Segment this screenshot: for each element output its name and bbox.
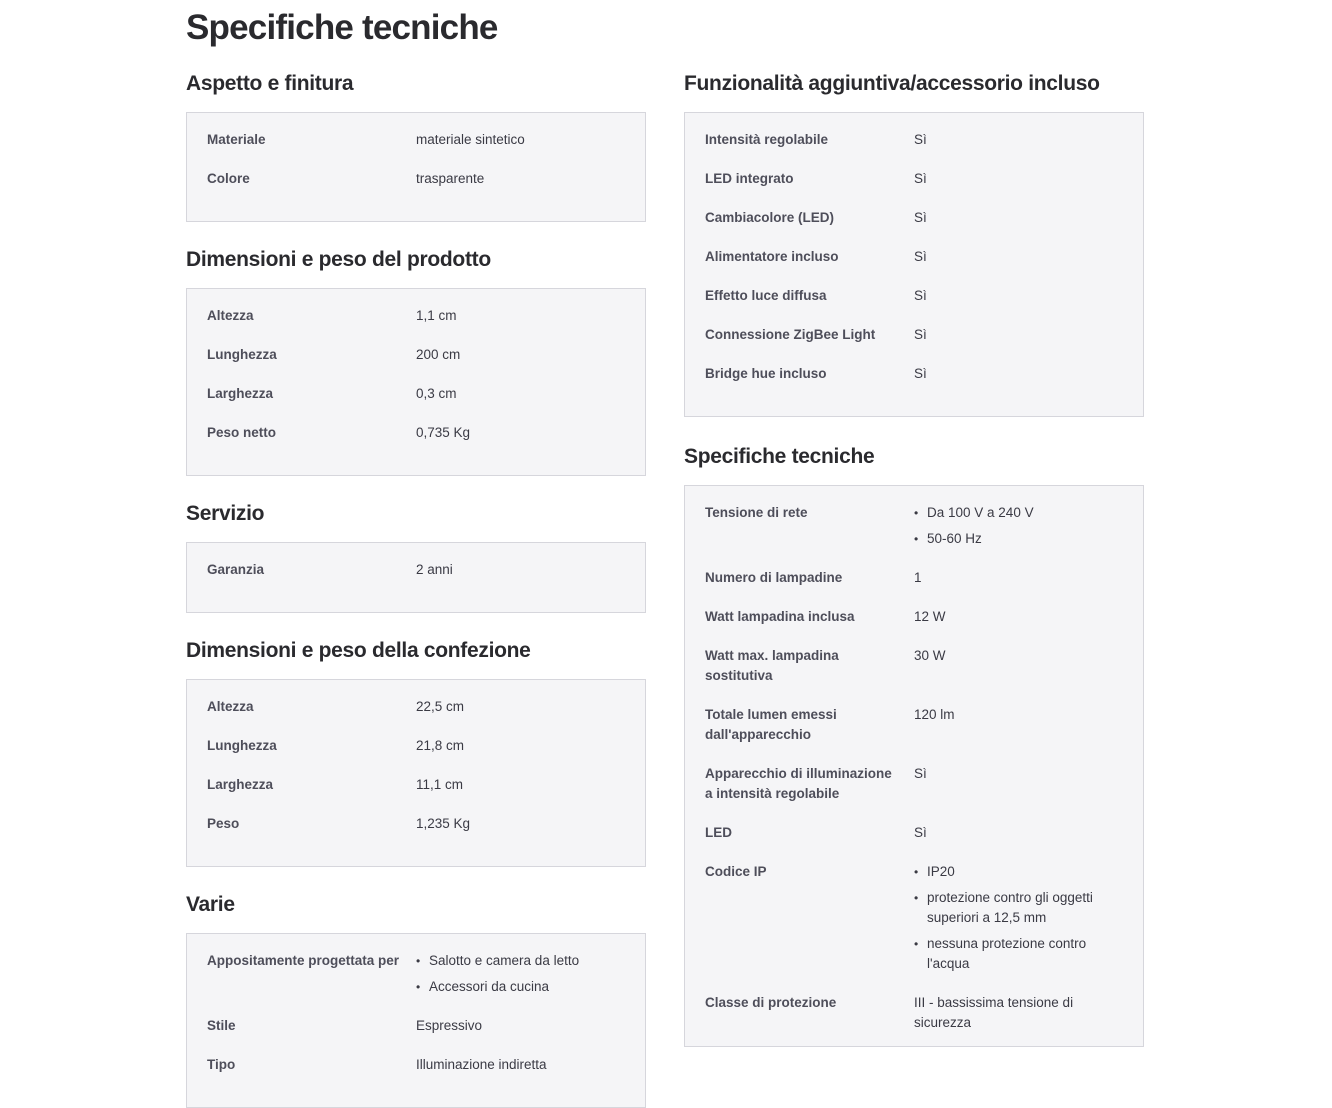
spec-value: Sì xyxy=(914,288,927,303)
spec-value: 22,5 cm xyxy=(416,699,465,714)
spec-value: trasparente xyxy=(416,171,485,186)
section-specifiche xyxy=(684,443,1144,1047)
spec-row xyxy=(207,775,625,814)
value-list xyxy=(914,862,1123,974)
spec-label: LED xyxy=(705,825,732,840)
spec-label: Classe di protezione xyxy=(705,995,837,1010)
spec-row xyxy=(207,697,625,736)
spec-label: Appositamente progettata per xyxy=(207,953,400,968)
spec-row xyxy=(207,345,625,384)
spec-value: Sì xyxy=(914,132,927,147)
spec-value: 0,735 Kg xyxy=(416,425,471,440)
spec-label: Lunghezza xyxy=(207,347,277,362)
spec-table xyxy=(186,542,646,613)
spec-table xyxy=(684,112,1144,417)
spec-row xyxy=(705,705,1123,764)
section-title: Dimensioni e peso della confezione xyxy=(186,639,531,662)
spec-table xyxy=(684,485,1144,1047)
spec-value: 1,235 Kg xyxy=(416,816,471,831)
spec-table xyxy=(186,288,646,476)
spec-label: Garanzia xyxy=(207,562,265,577)
spec-row xyxy=(705,646,1123,705)
spec-label: Bridge hue incluso xyxy=(705,366,827,381)
spec-label: Numero di lampadine xyxy=(705,570,843,585)
spec-row xyxy=(207,814,625,853)
spec-value: 12 W xyxy=(914,609,946,624)
spec-label: Effetto luce diffusa xyxy=(705,288,827,303)
list-item: • Accessori da cucina xyxy=(416,977,625,997)
section-title: Servizio xyxy=(186,502,265,525)
spec-row xyxy=(207,951,625,1016)
spec-row xyxy=(207,560,625,599)
spec-table xyxy=(186,679,646,867)
spec-value: Sì xyxy=(914,327,927,342)
spec-row xyxy=(705,764,1123,823)
spec-row xyxy=(705,503,1123,568)
spec-value: 11,1 cm xyxy=(416,777,464,792)
spec-value: Sì xyxy=(914,249,927,264)
spec-value xyxy=(416,951,625,997)
spec-row xyxy=(705,993,1123,1033)
spec-label: Stile xyxy=(207,1018,236,1033)
spec-row xyxy=(207,306,625,345)
spec-row xyxy=(207,736,625,775)
spec-value: Illuminazione indiretta xyxy=(416,1057,547,1072)
spec-label: Altezza xyxy=(207,699,254,714)
spec-value: 21,8 cm xyxy=(416,738,465,753)
spec-label: Watt max. lampadina sostitutiva xyxy=(705,648,839,683)
spec-label: Lunghezza xyxy=(207,738,277,753)
spec-label: Larghezza xyxy=(207,386,274,401)
spec-table xyxy=(186,933,646,1108)
spec-value: 30 W xyxy=(914,648,946,663)
spec-row xyxy=(705,130,1123,169)
spec-label: Peso netto xyxy=(207,425,277,440)
section-dimensioni-confezione xyxy=(186,637,646,867)
spec-label: LED integrato xyxy=(705,171,794,186)
spec-value: 2 anni xyxy=(416,562,453,577)
left-column xyxy=(186,70,646,1108)
spec-value: Sì xyxy=(914,825,927,840)
spec-value: Sì xyxy=(914,171,927,186)
list-item: • 50-60 Hz xyxy=(914,529,1123,549)
spec-value: 0,3 cm xyxy=(416,386,457,401)
spec-label: Cambiacolore (LED) xyxy=(705,210,835,225)
section-aspetto xyxy=(186,70,646,222)
spec-value: III - bassissima tensione di sicurezza xyxy=(914,995,1074,1030)
spec-row xyxy=(705,286,1123,325)
list-item: • IP20 xyxy=(914,862,1123,882)
section-title: Specifiche tecniche xyxy=(684,445,875,468)
spec-row xyxy=(705,862,1123,993)
list-item: • protezione contro gli oggetti superiori a 12,5 mm xyxy=(914,888,1123,928)
page-title: Specifiche tecniche xyxy=(186,8,498,47)
spec-value: 200 cm xyxy=(416,347,461,362)
spec-label: Apparecchio di illuminazione a intensità regolabile xyxy=(705,766,892,801)
spec-table xyxy=(186,112,646,222)
spec-label: Tipo xyxy=(207,1057,236,1072)
spec-row xyxy=(705,364,1123,403)
section-title: Dimensioni e peso del prodotto xyxy=(186,248,491,271)
value-list xyxy=(914,503,1123,549)
spec-label: Altezza xyxy=(207,308,254,323)
section-servizio xyxy=(186,500,646,613)
spec-value: Espressivo xyxy=(416,1018,483,1033)
spec-row xyxy=(705,169,1123,208)
section-varie xyxy=(186,891,646,1108)
spec-value xyxy=(914,862,1123,974)
spec-value: 1 xyxy=(914,570,922,585)
list-item: • nessuna protezione contro l'acqua xyxy=(914,934,1123,974)
spec-row xyxy=(705,325,1123,364)
spec-label: Colore xyxy=(207,171,250,186)
section-funzionalita xyxy=(684,70,1144,417)
spec-label: Watt lampadina inclusa xyxy=(705,609,855,624)
section-title: Varie xyxy=(186,893,235,916)
spec-label: Larghezza xyxy=(207,777,274,792)
spec-row xyxy=(207,169,625,208)
section-title: Aspetto e finitura xyxy=(186,72,354,95)
spec-value: materiale sintetico xyxy=(416,132,525,147)
spec-row xyxy=(207,423,625,462)
spec-row xyxy=(705,607,1123,646)
section-dimensioni-prodotto xyxy=(186,246,646,476)
list-item: • Da 100 V a 240 V xyxy=(914,503,1123,523)
spec-label: Codice IP xyxy=(705,864,767,879)
spec-label: Materiale xyxy=(207,132,266,147)
spec-label: Peso xyxy=(207,816,240,831)
right-column xyxy=(684,70,1144,1047)
spec-value: 1,1 cm xyxy=(416,308,457,323)
spec-row xyxy=(207,1016,625,1055)
spec-label: Totale lumen emessi dall'apparecchio xyxy=(705,707,837,742)
spec-row xyxy=(705,568,1123,607)
spec-row xyxy=(705,823,1123,862)
spec-value: 120 lm xyxy=(914,707,955,722)
spec-row xyxy=(207,384,625,423)
section-title: Funzionalità aggiuntiva/accessorio incluso xyxy=(684,72,1100,95)
value-list xyxy=(416,951,625,997)
spec-row xyxy=(207,1055,625,1094)
spec-row xyxy=(207,130,625,169)
spec-value: Sì xyxy=(914,766,927,781)
spec-value xyxy=(914,503,1123,549)
spec-row xyxy=(705,247,1123,286)
spec-row xyxy=(705,208,1123,247)
spec-value: Sì xyxy=(914,210,927,225)
spec-label: Alimentatore incluso xyxy=(705,249,839,264)
spec-value: Sì xyxy=(914,366,927,381)
spec-label: Connessione ZigBee Light xyxy=(705,327,876,342)
spec-label: Intensità regolabile xyxy=(705,132,829,147)
spec-label: Tensione di rete xyxy=(705,505,808,520)
list-item: • Salotto e camera da letto xyxy=(416,951,625,971)
